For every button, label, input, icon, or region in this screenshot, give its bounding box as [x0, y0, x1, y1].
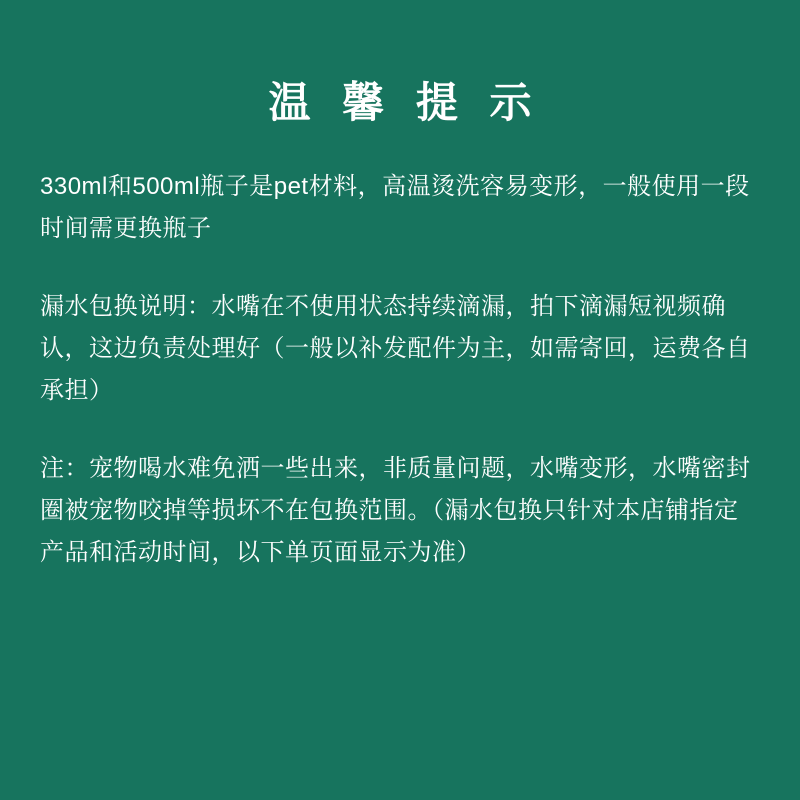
notice-body — [0, 166, 800, 574]
notice-paragraph-leak-policy: 漏水包换说明：水嘴在不使用状态持续滴漏，拍下滴漏短视频确认，这边负责处理好（一般以补发配件为主，如需寄回，运费各自承担） — [40, 293, 751, 405]
page-title: 温 馨 提 示 — [268, 79, 542, 126]
notice-paragraph-exclusions: 注：宠物喝水难免洒一些出来，非质量问题，水嘴变形，水嘴密封圈被宠物咬掉等损坏不在包换范围。（漏水包换只针对本店铺指定产品和活动时间，以下单页面显示为准） — [40, 455, 751, 567]
notice-paragraph-material: 330ml和500ml瓶子是pet材料，高温烫洗容易变形，一般使用一段时间需更换瓶子 — [40, 173, 750, 243]
